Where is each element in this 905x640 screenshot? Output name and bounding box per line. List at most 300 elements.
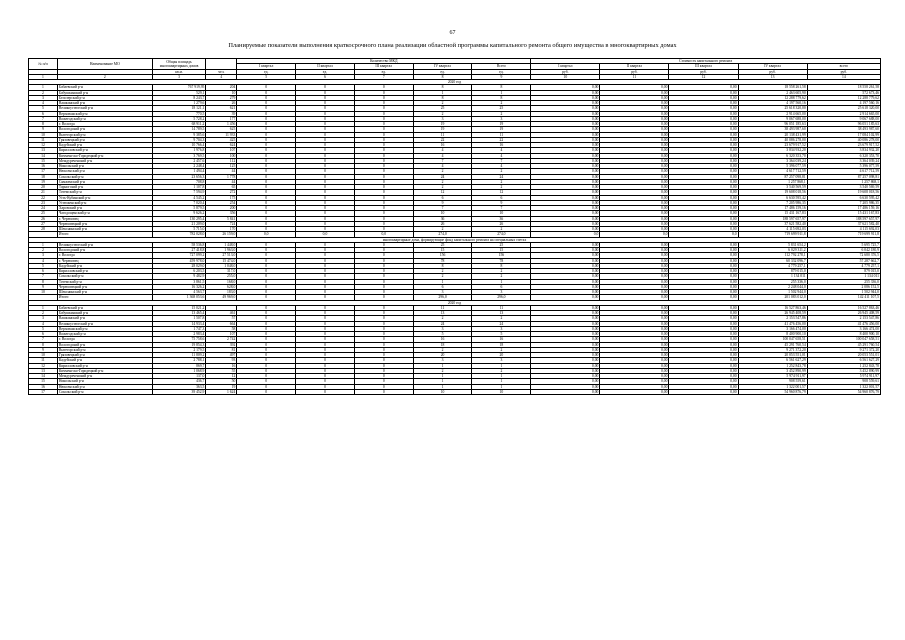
table-cell: 1 778 bbox=[206, 174, 237, 179]
table-cell: 0,00 bbox=[531, 143, 600, 148]
table-cell: 727 099,2 bbox=[152, 253, 206, 258]
table-cell: 17 486 159,16 bbox=[738, 206, 807, 211]
table-cell: 0 bbox=[237, 279, 296, 284]
table-cell: 0 bbox=[354, 111, 413, 116]
table-cell: 0,00 bbox=[669, 258, 738, 263]
unit-cell: ед. bbox=[237, 69, 296, 74]
table-cell: 24 bbox=[472, 321, 531, 326]
table-cell: 0 bbox=[296, 347, 355, 352]
table-cell: 27 418,8 bbox=[152, 248, 206, 253]
table-cell: 0,00 bbox=[531, 337, 600, 342]
table-cell: 17 bbox=[29, 389, 58, 394]
table-cell: 9 704,3 bbox=[152, 137, 206, 142]
table-cell: 7 bbox=[472, 158, 531, 163]
header-cost-q1: I квартал bbox=[531, 64, 600, 69]
table-cell: 18 bbox=[472, 342, 531, 347]
table-cell: 11 bbox=[29, 137, 58, 142]
table-cell: 3 bbox=[413, 290, 472, 295]
table-cell: 0 bbox=[296, 190, 355, 195]
table-cell: 0,00 bbox=[600, 227, 669, 232]
table-cell: 13 bbox=[472, 311, 531, 316]
table-cell: 0,00 bbox=[600, 358, 669, 363]
table-cell: 9 271 372,20 bbox=[807, 347, 880, 352]
table-cell: 10 bbox=[29, 132, 58, 137]
table-cell: 0,00 bbox=[669, 321, 738, 326]
table-cell: 0 bbox=[296, 269, 355, 274]
table-cell: Грязовецкий р-н bbox=[57, 353, 152, 358]
table-cell: 9 482,9 bbox=[152, 274, 206, 279]
table-cell: 0,00 bbox=[531, 258, 600, 263]
header-count-total: Всего bbox=[472, 64, 531, 69]
table-cell: 0 bbox=[354, 122, 413, 127]
table-cell: 0,00 bbox=[600, 106, 669, 111]
table-cell: 0 bbox=[354, 211, 413, 216]
table-cell: Сямженский р-н bbox=[57, 179, 152, 184]
table-cell: 6 bbox=[413, 195, 472, 200]
table-cell: 1 bbox=[413, 90, 472, 95]
table-cell: 0 bbox=[354, 227, 413, 232]
table-cell: 0,00 bbox=[669, 158, 738, 163]
table-cell: 0 bbox=[354, 379, 413, 384]
table-cell: 0,00 bbox=[600, 190, 669, 195]
table-cell: 767 919,95 bbox=[152, 85, 206, 90]
table-cell: 0 bbox=[354, 389, 413, 394]
table-cell: 2 914 665,00 bbox=[738, 111, 807, 116]
table-cell: 0 bbox=[237, 137, 296, 142]
table-cell: 0,00 bbox=[531, 95, 600, 100]
table-cell: 0,00 bbox=[669, 185, 738, 190]
header-area: Общая площадь многоквартирных домов bbox=[152, 59, 206, 70]
table-cell: 0 bbox=[296, 363, 355, 368]
table-cell: 0,00 bbox=[531, 321, 600, 326]
header-mo-name: Наименование МО bbox=[57, 59, 152, 70]
table-cell: 572 673,46 bbox=[807, 90, 880, 95]
table-cell: г. Вологда bbox=[57, 122, 152, 127]
table-cell: 0 bbox=[354, 374, 413, 379]
table-cell: 0,00 bbox=[600, 169, 669, 174]
table-cell: Шекснинский р-н bbox=[57, 227, 152, 232]
table-cell: 624 bbox=[206, 143, 237, 148]
plan-table bbox=[28, 58, 881, 395]
table-cell: 0 bbox=[237, 305, 296, 310]
table-cell: 0 bbox=[296, 122, 355, 127]
table-cell: 5 831 654,2 bbox=[738, 242, 807, 247]
table-cell: 0 bbox=[296, 274, 355, 279]
table-row bbox=[29, 389, 881, 394]
table-cell: 1 bbox=[472, 279, 531, 284]
table-cell: 54 960 876,79 bbox=[738, 389, 807, 394]
table-cell: 0 bbox=[296, 101, 355, 106]
table-cell: 93 bbox=[206, 358, 237, 363]
table-cell: 16 326,2 bbox=[152, 284, 206, 289]
table-cell: Устюженский р-н bbox=[57, 200, 152, 205]
table-cell: 0 bbox=[237, 342, 296, 347]
table-cell: 0 bbox=[237, 353, 296, 358]
table-cell: 0 bbox=[296, 290, 355, 295]
table-cell: 0,00 bbox=[669, 169, 738, 174]
table-cell: 0,00 bbox=[600, 185, 669, 190]
table-cell: 5 695 725,7 bbox=[807, 242, 880, 247]
table-cell: 0 bbox=[354, 216, 413, 221]
table-cell: 0,00 bbox=[669, 305, 738, 310]
table-cell: Сокольский р-н bbox=[57, 174, 152, 179]
table-cell: 2 153 547,86 bbox=[738, 316, 807, 321]
table-cell: Нюксенский р-н bbox=[57, 169, 152, 174]
table-cell: 2 248,4 bbox=[152, 164, 206, 169]
table-cell: 2 bbox=[472, 185, 531, 190]
table-cell: 14 bbox=[29, 374, 58, 379]
table-cell: 0,00 bbox=[531, 106, 600, 111]
table-cell: 0,00 bbox=[531, 174, 600, 179]
table-cell: 255,0 bbox=[206, 274, 237, 279]
table-cell: 0,00 bbox=[669, 353, 738, 358]
table-cell: 0 bbox=[354, 101, 413, 106]
table-cell: 708,8 bbox=[152, 179, 206, 184]
table-cell: 3 bbox=[29, 316, 58, 321]
table-cell: 5 bbox=[413, 332, 472, 337]
table-cell: 0 bbox=[296, 279, 355, 284]
table-cell: 0 bbox=[354, 263, 413, 268]
table-cell: 0,00 bbox=[600, 216, 669, 221]
table-cell: 0,00 bbox=[600, 384, 669, 389]
table-cell: 2 bbox=[472, 111, 531, 116]
table-cell: 0 bbox=[237, 200, 296, 205]
table-cell: Тарногский р-н bbox=[57, 185, 152, 190]
table-cell: 5 bbox=[29, 326, 58, 331]
table-cell: 8 bbox=[413, 263, 472, 268]
table-cell: 0,00 bbox=[669, 216, 738, 221]
table-cell: 16 bbox=[472, 337, 531, 342]
table-cell: 4 115 692,03 bbox=[738, 227, 807, 232]
table-cell: 0,00 bbox=[669, 90, 738, 95]
table-cell: 5 bbox=[29, 263, 58, 268]
table-cell: 0,00 bbox=[669, 164, 738, 169]
table-cell: 20 bbox=[29, 185, 58, 190]
table-cell: 0,00 bbox=[531, 101, 600, 106]
table-cell: 0,00 bbox=[669, 211, 738, 216]
table-cell: 100 bbox=[206, 153, 237, 158]
table-cell: 26 159,0 bbox=[206, 232, 237, 237]
table-cell: 0 bbox=[296, 284, 355, 289]
index-cell: 4 bbox=[206, 74, 237, 79]
table-cell: 11 bbox=[472, 305, 531, 310]
table-cell: 0 bbox=[296, 326, 355, 331]
table-cell: 40 086 278,00 bbox=[738, 137, 807, 142]
table-cell: 0,00 bbox=[600, 284, 669, 289]
table-cell: Великоустюгский р-н bbox=[57, 106, 152, 111]
table-cell: 0,00 bbox=[600, 116, 669, 121]
table-cell: 3 bbox=[472, 116, 531, 121]
table-cell: 5 879,5 bbox=[152, 206, 206, 211]
table-cell: 0,00 bbox=[600, 263, 669, 268]
table-cell: 296,0 bbox=[413, 295, 472, 300]
table-cell: 363,5 bbox=[152, 384, 206, 389]
table-cell: 0 bbox=[237, 174, 296, 179]
table-cell: 0,0 bbox=[296, 232, 355, 237]
table-cell: 0 bbox=[237, 190, 296, 195]
table-cell: 4 bbox=[413, 164, 472, 169]
table-cell: 0 bbox=[237, 316, 296, 321]
table-cell: 1 976,8 bbox=[152, 148, 206, 153]
table-cell: 3 861,5 bbox=[152, 279, 206, 284]
table-cell: 0 bbox=[296, 137, 355, 142]
table-cell: 0 bbox=[354, 179, 413, 184]
index-cell: 12 bbox=[669, 74, 738, 79]
table-cell: г. Вологда bbox=[57, 337, 152, 342]
table-cell: Вытегорский р-н bbox=[57, 132, 152, 137]
table-cell: 869,7 bbox=[152, 363, 206, 368]
table-cell: 0,00 bbox=[600, 332, 669, 337]
table-cell: 0,00 bbox=[531, 326, 600, 331]
table-cell: 6 561 627,29 bbox=[738, 358, 807, 363]
table-cell: 5 728,2 bbox=[152, 116, 206, 121]
table-cell: 44 bbox=[206, 169, 237, 174]
table-cell: 8 bbox=[472, 95, 531, 100]
table-cell: 1 494,4 bbox=[152, 169, 206, 174]
table-cell: 7 594,9 bbox=[152, 190, 206, 195]
table-cell: 16 527 863,46 bbox=[807, 305, 880, 310]
table-cell: 0 bbox=[354, 311, 413, 316]
table-cell: 100 047 658,51 bbox=[738, 337, 807, 342]
table-cell: 0 bbox=[237, 85, 296, 90]
table-cell: 107 bbox=[206, 332, 237, 337]
table-cell: 19 854,3 bbox=[152, 342, 206, 347]
table-cell: 0 bbox=[237, 258, 296, 263]
table-cell: 0 bbox=[354, 164, 413, 169]
table-cell: 0,00 bbox=[531, 363, 600, 368]
table-cell: 0,00 bbox=[669, 153, 738, 158]
table-cell: 1 bbox=[29, 85, 58, 90]
table-cell: 2 bbox=[413, 316, 472, 321]
table-cell: 204 bbox=[206, 85, 237, 90]
table-cell: 12 bbox=[29, 143, 58, 148]
table-cell: Вологодский р-н bbox=[57, 248, 152, 253]
table-cell: 2 788,1 bbox=[152, 358, 206, 363]
table-cell: 0 bbox=[296, 248, 355, 253]
table-cell: 1 134 011 bbox=[807, 274, 880, 279]
table-cell: 0 bbox=[237, 216, 296, 221]
table-cell: 0 bbox=[296, 389, 355, 394]
table-cell: 0,00 bbox=[531, 169, 600, 174]
table-cell: 78 bbox=[413, 258, 472, 263]
table-cell: 0 bbox=[237, 101, 296, 106]
table-cell: 45 291 760,54 bbox=[738, 342, 807, 347]
table-cell: 19 bbox=[472, 127, 531, 132]
table-cell: 0,00 bbox=[531, 389, 600, 394]
table-cell: 7 bbox=[472, 206, 531, 211]
table-cell: 0,00 bbox=[600, 342, 669, 347]
table-cell: 2 bbox=[29, 311, 58, 316]
table-cell: 0,00 bbox=[600, 253, 669, 258]
table-cell: 255 336,0 bbox=[738, 279, 807, 284]
table-cell: Усть-Кубинский р-н bbox=[57, 195, 152, 200]
table-cell: 0 bbox=[296, 200, 355, 205]
table-cell: 0,00 bbox=[531, 221, 600, 226]
table-cell: 4 bbox=[472, 164, 531, 169]
table-cell: 2 bbox=[413, 347, 472, 352]
table-cell: 0,00 bbox=[600, 148, 669, 153]
table-cell: 10 bbox=[29, 353, 58, 358]
table-cell: 16 527 863,46 bbox=[738, 305, 807, 310]
table-cell: 0,00 bbox=[531, 248, 600, 253]
table-cell: 0 bbox=[296, 211, 355, 216]
table-cell: Великоустюгский р-н bbox=[57, 321, 152, 326]
table-cell: 9 271 372,20 bbox=[738, 347, 807, 352]
table-cell: 13 bbox=[29, 368, 58, 373]
table-cell: 0 bbox=[237, 379, 296, 384]
table-cell: 3 bbox=[29, 95, 58, 100]
table-cell: 15 bbox=[472, 248, 531, 253]
table-cell: 0 bbox=[296, 185, 355, 190]
table-cell: 0,00 bbox=[669, 368, 738, 373]
table-cell: 1 456 bbox=[206, 122, 237, 127]
table-cell: 7 bbox=[29, 337, 58, 342]
table-cell: 0 bbox=[296, 221, 355, 226]
table-cell: 16 bbox=[29, 164, 58, 169]
table-cell: 13 bbox=[413, 311, 472, 316]
table-cell: 0,00 bbox=[669, 132, 738, 137]
table-cell: 0,00 bbox=[531, 342, 600, 347]
table-cell: 0 bbox=[354, 368, 413, 373]
table-cell: 0 bbox=[354, 269, 413, 274]
table-cell: 188 597 657,97 bbox=[738, 216, 807, 221]
table-cell: 2 742 bbox=[206, 337, 237, 342]
table-cell: 0,00 bbox=[531, 263, 600, 268]
table-cell: 4 bbox=[472, 148, 531, 153]
table-cell: 177 bbox=[206, 116, 237, 121]
table-cell: 7 bbox=[29, 274, 58, 279]
table-cell: 0 bbox=[237, 363, 296, 368]
table-cell: 0,00 bbox=[600, 242, 669, 247]
table-cell: 0 bbox=[296, 379, 355, 384]
table-cell: 0 bbox=[237, 132, 296, 137]
table-cell: Междуреченский р-н bbox=[57, 374, 152, 379]
table-cell: 0 bbox=[296, 305, 355, 310]
table-cell: 18 bbox=[413, 342, 472, 347]
table-cell: 0,00 bbox=[600, 347, 669, 352]
table-cell: г. Вологда bbox=[57, 253, 152, 258]
table-cell: 15 bbox=[413, 248, 472, 253]
table-cell: 18 558 261,58 bbox=[738, 85, 807, 90]
table-cell: 11 bbox=[413, 132, 472, 137]
unit-cell: руб. bbox=[531, 69, 600, 74]
table-cell: 0 bbox=[354, 342, 413, 347]
table-cell: 1 bbox=[413, 379, 472, 384]
table-cell: 0,00 bbox=[669, 316, 738, 321]
table-cell: 3 540 569,59 bbox=[807, 185, 880, 190]
table-cell: 0 bbox=[237, 116, 296, 121]
table-cell: 112 792 278,1 bbox=[738, 253, 807, 258]
table-cell: 12 bbox=[413, 190, 472, 195]
table-cell: 356 bbox=[206, 211, 237, 216]
table-cell: 11 933 bbox=[206, 132, 237, 137]
table-cell: 719 699 911,8 bbox=[807, 232, 880, 237]
table-cell: 0,00 bbox=[531, 269, 600, 274]
table-cell: 0 bbox=[237, 95, 296, 100]
table-cell: 55 bbox=[206, 368, 237, 373]
table-cell: Вашкинский р-н bbox=[57, 101, 152, 106]
table-cell: 0,00 bbox=[600, 111, 669, 116]
table-cell: 0 bbox=[237, 389, 296, 394]
table-cell: 1 368 053,6 bbox=[152, 295, 206, 300]
table-cell: 0,00 bbox=[600, 295, 669, 300]
table-cell: 6 320 353,70 bbox=[807, 153, 880, 158]
table-cell: 0 bbox=[237, 206, 296, 211]
table-cell: 1 963,0 bbox=[206, 248, 237, 253]
table-cell: 0,00 bbox=[600, 143, 669, 148]
header-cost-total: всего bbox=[807, 64, 880, 69]
table-cell: 170 bbox=[206, 227, 237, 232]
table-cell: 16 bbox=[29, 384, 58, 389]
table-cell: 0 bbox=[237, 253, 296, 258]
table-cell: 4 779 257,1 bbox=[807, 263, 880, 268]
table-cell: 0 bbox=[296, 179, 355, 184]
table-cell: 17 486 159,16 bbox=[807, 206, 880, 211]
table-cell: 27 bbox=[29, 221, 58, 226]
table-cell: 13 bbox=[29, 148, 58, 153]
table-cell: 2 bbox=[413, 368, 472, 373]
table-cell: 9 385,6 bbox=[152, 132, 206, 137]
table-cell: 38 493 987,60 bbox=[738, 127, 807, 132]
table-cell: 200 bbox=[206, 206, 237, 211]
table-cell: 0,0 bbox=[237, 232, 296, 237]
table-cell: Сокольский р-н bbox=[57, 274, 152, 279]
table-cell: 15 bbox=[29, 158, 58, 163]
table-cell: 8 bbox=[413, 95, 472, 100]
table-cell: 0,00 bbox=[531, 347, 600, 352]
table-cell: 0,00 bbox=[669, 174, 738, 179]
table-cell: 0 bbox=[354, 316, 413, 321]
table-cell: 5 396 077,59 bbox=[807, 164, 880, 169]
table-cell: 0,00 bbox=[531, 211, 600, 216]
table-cell: 0 bbox=[237, 148, 296, 153]
table-cell: 6 bbox=[413, 284, 472, 289]
table-cell: 3 bbox=[472, 290, 531, 295]
table-cell: Никольский р-н bbox=[57, 164, 152, 169]
table-cell: 0 bbox=[296, 295, 355, 300]
section-heading: 2020 год bbox=[29, 300, 881, 305]
table-cell: 0,00 bbox=[669, 148, 738, 153]
table-cell: 1 257 868,1 bbox=[738, 179, 807, 184]
table-cell: 0,0 bbox=[354, 232, 413, 237]
table-cell: 0,00 bbox=[531, 242, 600, 247]
table-cell: 156 bbox=[472, 253, 531, 258]
table-cell: 724 bbox=[206, 221, 237, 226]
table-cell: 28 029,0 bbox=[152, 263, 206, 268]
table-cell: 908 559,61 bbox=[807, 379, 880, 384]
table-cell: 5 974 911,97 bbox=[807, 374, 880, 379]
table-cell: 0 bbox=[354, 358, 413, 363]
table-cell: 1 747,3 bbox=[152, 326, 206, 331]
table-cell: 1 448,0 bbox=[206, 242, 237, 247]
table-cell: 0 bbox=[354, 148, 413, 153]
table-cell: 8 400 900,10 bbox=[807, 332, 880, 337]
table-cell: 17 084 102,99 bbox=[807, 132, 880, 137]
table-cell: 1 bbox=[413, 384, 472, 389]
table-cell: 0 bbox=[296, 169, 355, 174]
table-cell: 0,00 bbox=[669, 374, 738, 379]
table-cell: 3 452 890,99 bbox=[738, 368, 807, 373]
table-cell: 12 bbox=[206, 374, 237, 379]
table-cell: 0,00 bbox=[600, 326, 669, 331]
table-cell: 0,00 bbox=[600, 374, 669, 379]
table-cell: 0 bbox=[296, 195, 355, 200]
table-cell: 0 bbox=[354, 326, 413, 331]
table-cell: 6 029 311,2 bbox=[738, 248, 807, 253]
table-cell: 0 bbox=[237, 211, 296, 216]
table-cell: 0 bbox=[237, 326, 296, 331]
table-cell: 10 bbox=[206, 90, 237, 95]
